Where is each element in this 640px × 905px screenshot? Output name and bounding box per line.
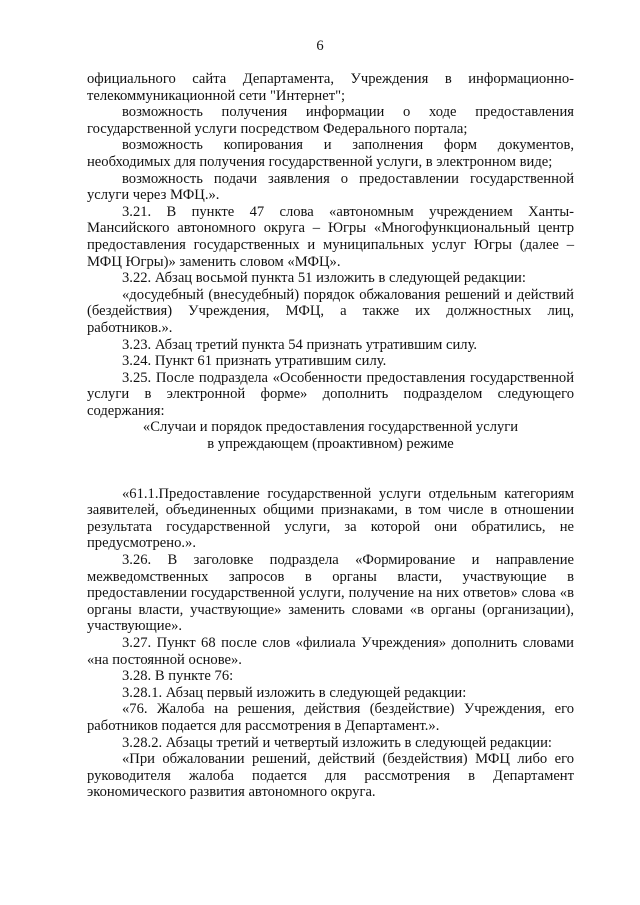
paragraph: 3.26. В заголовке подраздела «Формирование и направление межведомственных запросов в органы власти, участвующие в предоставлении государственной услуги, получение на них ответов» слова «в органы власти, участвующие» заменить словами «в органы (организации), участвующие». <box>87 552 574 635</box>
paragraph: «досудебный (внесудебный) порядок обжалования решений и действий (бездействия) Учреждения, МФЦ, а также их должностных лиц, работников.». <box>87 286 574 336</box>
paragraph: «76. Жалоба на решения, действия (бездействие) Учреждения, его работников подается для рассмотрения в Департамент.». <box>87 701 574 734</box>
paragraph: возможность подачи заявления о предоставлении государственной услуги через МФЦ.». <box>87 170 574 204</box>
paragraph: возможность получения информации о ходе предоставления государственной услуги посредством Федерального портала; <box>87 104 574 137</box>
paragraph: возможность копирования и заполнения форм документов, необходимых для получения государственной услуги, в электронном виде; <box>87 137 574 170</box>
paragraph: 3.25. После подраздела «Особенности предоставления государственной услуги в электронной форме» дополнить подразделом следующего содержания: <box>87 369 574 419</box>
subsection-heading-line-2: в упреждающем (проактивном) режиме <box>207 436 454 453</box>
page-number: 6 <box>316 38 324 54</box>
paragraph: «При обжаловании решений, действий (бездействия) МФЦ либо его руководителя жалоба подается для рассмотрения в Департамент экономического развития автономного округа. <box>87 751 574 801</box>
document-body <box>87 71 574 801</box>
subsection-heading-line-1: «Случаи и порядок предоставления государственной услуги <box>142 419 519 436</box>
paragraph: 3.28.1. Абзац первый изложить в следующей редакции: <box>122 684 467 701</box>
paragraph: 3.28. В пункте 76: <box>122 668 234 685</box>
paragraph: 3.27. Пункт 68 после слов «филиала Учреждения» дополнить словами «на постоянной основе». <box>87 635 574 668</box>
paragraph: официального сайта Департамента, Учреждения в информационно-телекоммуникационной сети "Интернет"; <box>87 71 574 104</box>
paragraph: 3.22. Абзац восьмой пункта 51 изложить в следующей редакции: <box>122 270 526 287</box>
paragraph: 3.23. Абзац третий пункта 54 признать утратившим силу. <box>122 336 478 353</box>
paragraph: 3.28.2. Абзацы третий и четвертый изложить в следующей редакции: <box>122 734 552 751</box>
paragraph: 3.21. В пункте 47 слова «автономным учреждением Ханты-Мансийского автономного округа – Югры «Многофункциональный центр предоставления государственных и муниципальных услуг Югры (далее – МФЦ Югры)» заменить словом «МФЦ». <box>87 203 574 270</box>
paragraph: «61.1.Предоставление государственной услуги отдельным категориям заявителей, объединенных общими признаками, в том числе в отношении результата государственной услуги, за которой они обратились, не предусмотрено.». <box>87 485 574 552</box>
paragraph: 3.24. Пункт 61 признать утратившим силу. <box>122 353 387 370</box>
